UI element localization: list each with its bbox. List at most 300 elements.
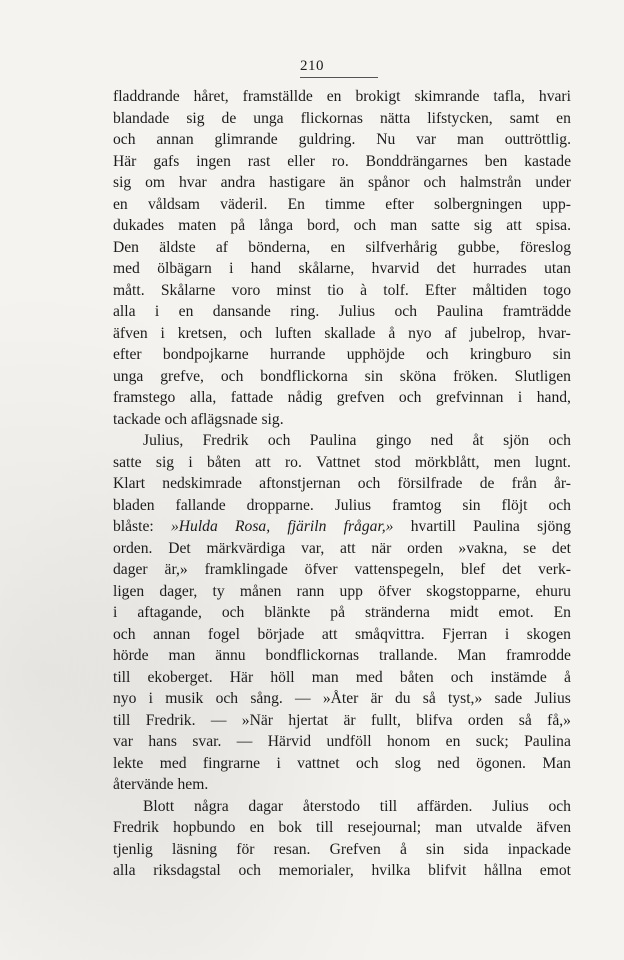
word: ring. — [290, 303, 320, 320]
word: fröken. — [453, 367, 498, 385]
word: i — [160, 324, 165, 342]
word: tafla, — [493, 88, 525, 105]
word: man — [390, 217, 418, 234]
word: de — [479, 475, 495, 492]
word: brokigt — [355, 88, 401, 105]
word: orden — [467, 711, 504, 729]
word: är — [370, 690, 383, 707]
word: verk- — [538, 561, 571, 578]
word: à — [360, 281, 368, 299]
word: kringburo — [469, 346, 532, 363]
word: äldste — [159, 238, 196, 256]
text-line — [113, 581, 571, 603]
word: Man — [457, 647, 487, 664]
word: på — [230, 217, 246, 234]
word: nyo — [408, 324, 432, 342]
word: unga — [253, 109, 284, 127]
text-line — [113, 108, 571, 130]
text-line — [113, 710, 571, 732]
word: nyo — [113, 690, 137, 707]
word: försilfrade — [397, 475, 463, 492]
text-line — [113, 194, 571, 216]
word: blifvit — [428, 862, 467, 879]
text-line — [113, 602, 571, 624]
word: man — [456, 131, 484, 148]
word: riksdagstal — [153, 862, 221, 879]
word: honom — [386, 733, 431, 750]
word: sig — [113, 174, 132, 191]
word: memorialer, — [278, 862, 354, 879]
word: jubelrop, — [469, 324, 526, 342]
word: solbergningen — [434, 195, 523, 213]
word: och — [221, 604, 245, 621]
word: resan. — [273, 840, 311, 858]
word: rann — [296, 582, 325, 600]
word: dukades — [113, 217, 165, 234]
word: fallande — [175, 496, 226, 514]
word: timme — [325, 195, 366, 213]
text-line — [113, 624, 571, 646]
word: stränderna — [364, 604, 430, 621]
word: utan — [544, 260, 571, 277]
word: var — [416, 131, 437, 148]
word: ro. — [284, 453, 302, 471]
word: blef — [460, 561, 486, 578]
word: och — [398, 389, 422, 406]
word: Julius — [334, 496, 372, 514]
word: att — [340, 539, 356, 557]
word: på — [330, 604, 345, 621]
word: båten — [207, 453, 241, 471]
word: började — [257, 625, 305, 643]
word: en — [113, 195, 128, 213]
word: och — [113, 131, 136, 148]
word: till — [379, 797, 398, 815]
word: framrodde — [506, 647, 571, 664]
word: sig — [186, 109, 205, 127]
word: bondpojkarne — [162, 346, 249, 363]
word: och — [238, 862, 261, 879]
word: sjön — [503, 432, 530, 449]
word: fingrarne — [202, 754, 261, 772]
word: och — [548, 496, 571, 514]
word: flöjt — [501, 496, 528, 514]
word: sig — [155, 453, 175, 471]
word: gubbe, — [457, 238, 500, 256]
text-line — [113, 151, 571, 173]
word: voro — [231, 281, 261, 299]
word: — — [236, 733, 253, 750]
paragraph — [113, 430, 571, 796]
word: hvilka — [371, 862, 411, 879]
word: Skålarne — [160, 281, 216, 299]
word: frågar,» — [343, 518, 394, 535]
word: hand, — [536, 389, 571, 406]
word: glimrande — [214, 131, 278, 148]
text-line — [113, 645, 571, 667]
word: är — [343, 711, 356, 729]
word: emot. — [498, 604, 534, 621]
word: hållna — [483, 862, 523, 879]
word: Här — [113, 152, 137, 170]
word: Nu — [376, 131, 396, 148]
word: unga — [113, 367, 144, 385]
word: och — [450, 668, 474, 686]
word: fattade — [230, 389, 274, 406]
word: blåste: — [113, 518, 154, 535]
word: stod — [374, 453, 401, 471]
header-rule — [300, 77, 378, 78]
word: Grefven — [329, 840, 381, 858]
word: och — [220, 367, 244, 385]
word: skallade — [324, 324, 376, 342]
word: mått. — [113, 281, 145, 299]
word: Man — [542, 754, 571, 772]
word: läsning — [172, 840, 218, 858]
word: kastade — [524, 152, 571, 170]
word: ehuru — [535, 582, 571, 600]
word: se — [523, 539, 537, 557]
word: sin — [364, 367, 383, 385]
word: nätta — [379, 109, 411, 127]
word: suck; — [475, 733, 509, 750]
word: återstodo — [302, 797, 360, 815]
word: Härvid — [267, 733, 312, 750]
word: ännu — [215, 647, 246, 664]
word: Blott — [143, 797, 175, 815]
word: eller — [287, 152, 315, 170]
word: hvari — [538, 88, 571, 105]
word: öfver — [304, 561, 338, 578]
word: om — [145, 174, 166, 191]
text-line — [113, 495, 571, 517]
word: lugnt. — [534, 453, 571, 471]
word: bönderna, — [248, 238, 311, 256]
word: ben — [484, 152, 508, 170]
word: vattenspegeln, — [354, 561, 445, 578]
word: till — [113, 668, 131, 686]
word: och — [267, 432, 291, 449]
word: lifstycken, — [427, 109, 493, 127]
word: resejournal; — [347, 819, 422, 836]
word: En — [287, 195, 305, 213]
word: att — [255, 453, 271, 471]
word: bok — [278, 819, 302, 836]
word: tio — [327, 281, 344, 299]
word: en — [178, 303, 194, 320]
word: och — [113, 625, 136, 643]
word: blänkte — [264, 604, 311, 621]
word: så — [518, 711, 532, 729]
word: orden. — [113, 539, 153, 557]
text-line — [113, 323, 571, 345]
word: och — [357, 475, 381, 492]
word: en — [445, 733, 461, 750]
word: det — [436, 260, 456, 277]
word: ligen — [113, 582, 145, 600]
word: spånor — [368, 174, 410, 191]
word: Paulina — [524, 733, 571, 750]
word: »Hulda — [170, 518, 218, 535]
text-line — [113, 86, 571, 108]
word: öfver — [378, 582, 412, 600]
word: nådig — [287, 389, 323, 406]
word: och — [355, 754, 379, 772]
word: i — [188, 453, 193, 471]
word: luften — [275, 324, 312, 342]
word: och — [548, 432, 571, 449]
word: hjertat — [288, 711, 329, 729]
word: dropparne. — [246, 496, 314, 514]
word: men — [493, 453, 521, 471]
word: midt — [449, 604, 479, 621]
word: de — [221, 109, 237, 127]
word: så — [422, 690, 436, 707]
word: sig — [473, 217, 493, 234]
word: ned — [430, 432, 454, 449]
word: en — [556, 109, 571, 127]
word: maten — [178, 217, 217, 234]
word: en — [326, 88, 342, 105]
word: håret, — [193, 88, 229, 105]
word: samt — [509, 109, 540, 127]
paragraph — [113, 796, 571, 882]
word: bondflickorna — [260, 367, 348, 385]
word: höll — [270, 668, 295, 686]
word: båten — [399, 668, 434, 686]
word: ekoberget. — [147, 668, 213, 686]
word: nedskimrade — [162, 475, 242, 492]
word: upp — [339, 582, 363, 600]
word: från — [511, 475, 537, 492]
word: framklingade — [204, 561, 288, 578]
word: i — [504, 625, 510, 643]
word: annan — [153, 625, 191, 643]
word: ögonen. — [476, 754, 526, 772]
word: tyst,» — [448, 690, 483, 707]
word: å — [388, 324, 396, 342]
word: inpackade — [507, 840, 571, 858]
word: småqvittra. — [354, 625, 425, 643]
text-line — [113, 258, 571, 280]
word: å — [563, 668, 571, 686]
word: spisa. — [535, 217, 571, 234]
text-line — [113, 344, 571, 366]
word: Rosa, — [235, 518, 271, 535]
word: skogen — [526, 625, 571, 643]
word: En — [553, 604, 571, 621]
word: lekte — [113, 754, 144, 772]
word: dager — [113, 561, 148, 578]
word: bord, — [307, 217, 340, 234]
text-line — [113, 538, 571, 560]
text-line — [113, 129, 571, 151]
word: fjäriln — [287, 518, 327, 535]
word: och — [239, 324, 263, 342]
word: ingen — [196, 152, 231, 170]
word: silfverhårig — [365, 238, 438, 256]
word: när — [371, 539, 392, 557]
word: framträdde — [502, 303, 571, 320]
word: Bonddrängarnes — [365, 152, 468, 170]
text-line — [113, 817, 571, 839]
text-line — [113, 215, 571, 237]
word: väderil. — [220, 195, 268, 213]
word: annan — [156, 131, 194, 148]
word: Paulina — [309, 432, 357, 449]
word: efter — [385, 195, 414, 213]
text-line — [113, 473, 571, 495]
word: utvalde — [476, 819, 523, 836]
word: guldring. — [298, 131, 356, 148]
word: och — [353, 217, 377, 234]
text-line — [113, 452, 571, 474]
word: affärden. — [416, 797, 473, 815]
word: skogstopparne, — [426, 582, 521, 600]
word: till — [316, 819, 334, 836]
word: och — [423, 174, 447, 191]
word: sjöng — [537, 518, 571, 535]
text-line — [113, 280, 571, 302]
word: och — [215, 690, 239, 707]
word: »vakna, — [458, 539, 508, 557]
word: outtröttlig. — [504, 131, 571, 148]
word: en — [249, 819, 265, 836]
word: bondflickornas — [265, 647, 360, 664]
word: i — [276, 754, 281, 772]
word: Fredrik — [113, 819, 159, 836]
word: till — [113, 711, 131, 729]
word: att — [321, 625, 338, 643]
text-line — [113, 237, 571, 259]
word: alla — [113, 303, 136, 320]
word: — — [295, 690, 311, 707]
text-line — [113, 688, 571, 710]
word: »När — [241, 711, 273, 729]
text-line — [113, 430, 571, 452]
word: fladdrande — [113, 88, 180, 105]
word: och — [548, 797, 571, 815]
word: »Åter — [322, 690, 359, 707]
word: satte — [431, 217, 460, 234]
word: hvarvid — [371, 260, 420, 277]
word: gafs — [153, 152, 180, 170]
word: och — [394, 303, 417, 320]
text-line — [113, 387, 571, 409]
word: med — [159, 754, 187, 772]
word: framställde — [242, 88, 313, 105]
word: man — [311, 668, 339, 686]
word: musik — [165, 690, 204, 707]
word: få,» — [547, 711, 571, 729]
word: Fredrik — [202, 432, 249, 449]
word: hurrande — [269, 346, 326, 363]
word: med — [355, 668, 383, 686]
word: grefve, — [160, 367, 204, 385]
word: grefvinnan — [435, 389, 504, 406]
word: sång. — [250, 690, 283, 707]
word: blifva — [416, 711, 453, 729]
word: sin — [552, 346, 571, 363]
word: var — [113, 733, 133, 750]
word: flickornas — [300, 109, 363, 127]
text-line — [113, 667, 571, 689]
word: Fjerran — [442, 625, 488, 643]
word: i — [148, 690, 153, 707]
word: äfven — [113, 324, 148, 342]
word: Paulina — [436, 303, 484, 320]
paragraph — [113, 86, 571, 430]
word: under — [535, 174, 571, 191]
word: Julius — [534, 690, 571, 707]
word: hvar — [178, 174, 207, 191]
word: hopbundo — [173, 819, 236, 836]
word: en — [330, 238, 346, 256]
text-line: återvände hem. — [113, 776, 209, 793]
word: trallande. — [379, 647, 438, 664]
word: — — [210, 711, 227, 729]
text-line — [113, 860, 571, 882]
word: hastigare — [269, 174, 326, 191]
word: tjenlig — [113, 840, 153, 858]
word: ro. — [331, 152, 349, 170]
word: sköna — [399, 367, 437, 385]
word: hand — [250, 260, 282, 277]
word: ölbägarn — [157, 260, 212, 277]
word: Den — [113, 238, 139, 256]
word: framtog — [392, 496, 442, 514]
word: af — [215, 238, 229, 256]
word: Julius — [492, 797, 529, 815]
word: med — [113, 260, 140, 277]
text-line — [113, 366, 571, 388]
word: svar. — [192, 733, 222, 750]
word: rast — [247, 152, 271, 170]
text-line — [113, 301, 571, 323]
word: Julius — [338, 303, 376, 320]
word: tolf. — [383, 281, 409, 299]
word: å — [399, 840, 407, 858]
word: åt — [472, 432, 484, 449]
word: dager, — [159, 582, 198, 600]
word: minst — [276, 281, 312, 299]
word: blandade — [113, 109, 170, 127]
word: år- — [553, 475, 571, 492]
word: kretsen, — [177, 324, 227, 342]
text-line — [113, 731, 571, 753]
word: Paulina — [473, 518, 520, 535]
word: slog — [394, 754, 421, 772]
word: fullt, — [370, 711, 401, 729]
word: dagar — [248, 797, 284, 815]
word: vattnet — [297, 754, 340, 772]
word: aftagande, — [137, 604, 202, 621]
text-line — [113, 516, 571, 538]
word: är,» — [164, 561, 188, 578]
word: man — [168, 647, 196, 664]
word: undföll — [326, 733, 372, 750]
word: grefven — [336, 389, 385, 406]
text-line: tackade och aflägsnade sig. — [113, 410, 284, 428]
text-line — [113, 796, 571, 818]
word: våldsam — [147, 195, 200, 213]
word: upphöjde — [346, 346, 405, 363]
word: emot — [539, 862, 571, 879]
word: några — [193, 797, 229, 815]
word: hans — [148, 733, 177, 750]
word: i — [113, 604, 118, 621]
text-line — [113, 753, 571, 775]
